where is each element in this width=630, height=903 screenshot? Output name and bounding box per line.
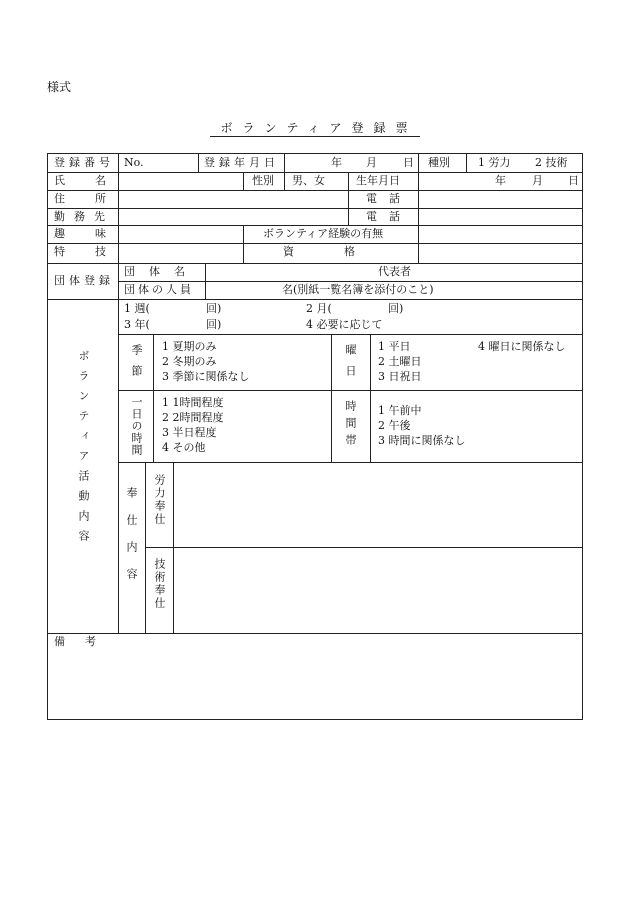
freq-weekly: 1 週(: [124, 302, 150, 315]
activity-label: ボランティア活動内容: [77, 350, 90, 550]
birth-month-label: 月: [532, 174, 543, 187]
timeslot-option-2: 2 午後: [378, 419, 411, 432]
freq-weekly-end: 回): [206, 302, 222, 315]
hours-option-1: 1 1時間程度: [162, 396, 224, 409]
timeslot-option-3: 3 時間に関係なし: [378, 434, 466, 447]
sex-value: 男、女: [292, 174, 325, 187]
weekday-label: 曜日: [344, 344, 357, 386]
freq-monthly-end: 回): [388, 302, 404, 315]
weekday-option-4: 4 曜日に関係なし: [478, 340, 566, 353]
hours-option-4: 4 その他: [162, 441, 206, 454]
no-label: No.: [124, 156, 144, 169]
page-title: ボランティア登録票: [0, 119, 630, 136]
kind-option-labor: 1 労力: [478, 156, 511, 169]
hours-option-3: 3 半日程度: [162, 426, 217, 439]
work-phone-label: 電話: [366, 210, 412, 223]
group-name-label: 団体名: [124, 265, 199, 278]
work-label: 勤務先: [54, 210, 114, 223]
birth-label: 生年月日: [356, 174, 400, 187]
hours-option-2: 2 2時間程度: [162, 411, 224, 424]
sex-label: 性別: [252, 174, 274, 187]
group-rep-label: 代表者: [378, 265, 411, 278]
weekday-option-3: 3 日祝日: [378, 370, 422, 383]
hobby-label: 趣味: [54, 227, 136, 240]
address-label: 住所: [54, 192, 136, 205]
remarks-label: 備考: [54, 635, 116, 648]
timeslot-label: 時間帯: [344, 400, 357, 451]
qual-label: 資格: [283, 245, 405, 258]
registration-form: [47, 153, 583, 720]
timeslot-option-1: 1 午前中: [378, 404, 422, 417]
form-id: 様式: [47, 80, 72, 94]
group-label: 団体登録: [54, 274, 114, 287]
freq-yearly-end: 回): [206, 318, 222, 331]
reg-date-label: 登録年月日: [204, 156, 279, 169]
season-option-1: 1 夏期のみ: [162, 340, 217, 353]
reg-no-label: 登録番号: [54, 156, 114, 169]
weekday-option-1: 1 平日: [378, 340, 411, 353]
birth-day-label: 日: [568, 174, 579, 187]
tech-service-label: 技術奉仕: [153, 558, 166, 610]
freq-as-needed: 4 必要に応じて: [306, 318, 383, 331]
skill-label: 特技: [54, 245, 136, 258]
phone-label: 電話: [366, 192, 412, 205]
day-label: 日: [403, 156, 414, 169]
freq-monthly: 2 月(: [306, 302, 332, 315]
hours-label: 一日の時間: [130, 396, 143, 456]
service-label: 奉仕内容: [125, 487, 138, 595]
group-members-note: 名(別紙一覧名簿を添付のこと): [282, 283, 434, 296]
vol-exp-label: ボランティア経験の有無: [263, 227, 384, 240]
kind-label: 種別: [428, 156, 450, 169]
group-members-label: 団体の人員: [124, 283, 194, 296]
birth-year-label: 年: [495, 174, 506, 187]
year-label: 年: [331, 156, 342, 169]
month-label: 月: [366, 156, 377, 169]
season-option-3: 3 季節に関係なし: [162, 370, 250, 383]
weekday-option-2: 2 土曜日: [378, 355, 422, 368]
season-label: 季節: [130, 344, 143, 386]
season-option-2: 2 冬期のみ: [162, 355, 217, 368]
kind-option-tech: 2 技術: [535, 156, 568, 169]
labor-service-label: 労力奉仕: [153, 474, 166, 526]
name-label: 氏名: [54, 174, 136, 187]
freq-yearly: 3 年(: [124, 318, 150, 331]
